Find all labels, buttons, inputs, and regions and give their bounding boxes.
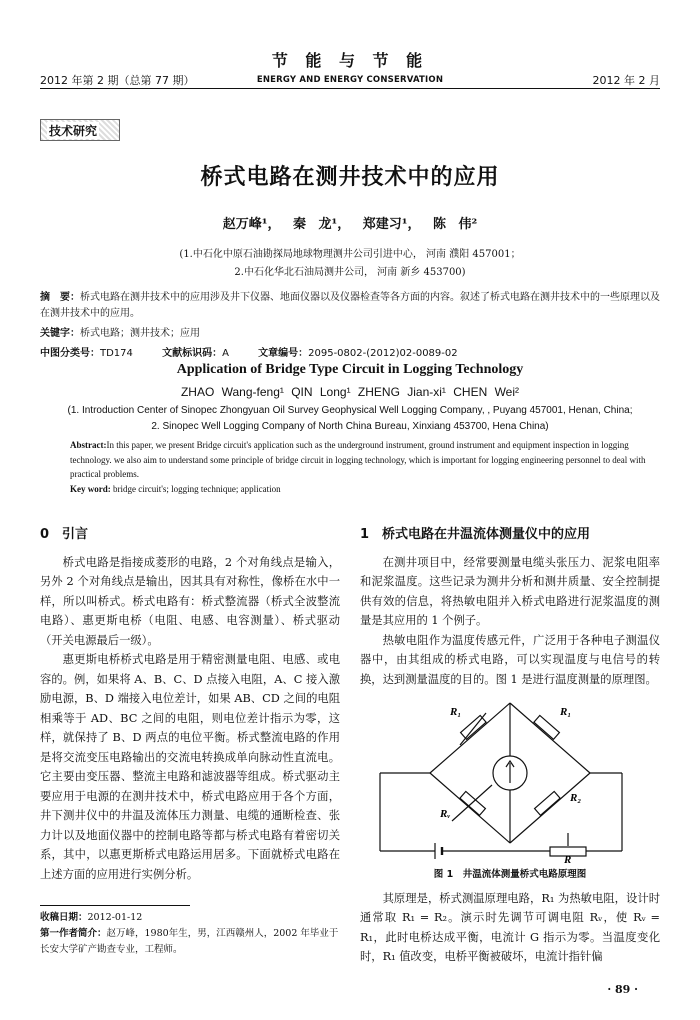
journal-masthead [230, 48, 470, 85]
affiliation-cn-2: 2.中石化华北石油局测井公司， 河南 新乡 453700) [234, 267, 466, 278]
footnote [40, 910, 340, 958]
journal-name-en: ENERGY AND ENERGY CONSERVATION [256, 75, 444, 85]
section-1-para-1: 在测井项目中，经常要测量电缆头张压力、泥浆电阻率和泥浆温度。这些记录为测井分析和测井质量、安全控制提供有效的信息，将热敏电阻并入桥式电路进行泥浆温度的测量是其应用的 1 个例子。 [360, 555, 660, 627]
abstract-cn-text: 桥式电路在测井技术中的应用涉及井下仪器、地面仪器以及仪器检查等各方面的内容。叙述了桥式电路在测井技术中的一些原理以及在测井技术中的应用。 [40, 292, 660, 319]
article-number: 文章编号：2095-0802-(2012)02-0089-02 [258, 348, 458, 359]
section-1-para-3: 其原理是，桥式测温原理电路，R₁ 为热敏电阻，设计时通常取 R₁ = R₂。演示时先调节可调电阻 Rᵥ，使 Rᵥ = R₁，此时电桥达成平衡，电流计 G 指示为零。当温度变化时，R₁ 值改变，电桥平衡被破坏，电流计指针偏 [360, 891, 660, 963]
section-0-para-1: 桥式电路是指接成菱形的电路，2 个对角线点是输入，另外 2 个对角线点是输出，因其具有对称性，像桥在水中一样，所以叫桥式。桥式电路有：桥式整流器（桥式全波整流电路）、惠更斯电桥（电阻、电感、电容测量）、桥式驱动（开关电源最后一级）。 [40, 555, 340, 647]
bridge-circuit-diagram [360, 693, 660, 863]
column-label [40, 119, 120, 141]
section-0-para-2: 惠更斯电桥桥式电路是用于精密测量电阻、电感、或电容的。例，如果将 A、B、C、D 点接入电阻，A、C 接入激励电源，B、D 端接入电位差计，如果 AB、CD 之间的电阻相乘等于 AD、BC 之间的电阻，则电位差计指示为零，这样，就保持了 B、D 两点的电位平衡。桥式整流电路的作用是将交流变压电路输出的交流电转换成单向脉动性直流电。它主要由变压器、整流主电路和滤波器等组成。桥式驱动主要应用于电源的在测井技术中，桥式电路应用于各个方面，井下测井仪中的井温及流体压力测量、电缆的通断检查、张力计以及地面仪器中的控制电路等都与桥式电路有着密切关系，其中，以惠更斯桥式电路运用居多。下面就桥式电路在上述方面的应用进行实例分析。 [40, 653, 340, 881]
figure-1 [360, 693, 660, 863]
doc-code: 文献标识码：A [162, 348, 229, 359]
keywords-en-label: Key word: [70, 483, 111, 494]
label-rv: Rᵥ [440, 808, 451, 820]
label-r1-right: R₁ [560, 706, 572, 718]
label-r: R [564, 854, 572, 863]
journal-name-cn: 节 能 与 节 能 [271, 51, 429, 70]
abstract-en [70, 438, 660, 496]
issue-date: 2012 年 2 月 [592, 74, 660, 87]
authors-en: ZHAO Wang-feng¹ QIN Long¹ ZHENG Jian-xi¹ CHEN Wei² [180, 385, 520, 399]
keywords-cn-label: 关键字： [40, 328, 80, 339]
variable-arrow [452, 785, 492, 821]
label-r2: R₂ [570, 792, 582, 804]
abstract-en-label: Abstract: [70, 440, 107, 450]
affiliation-en-2: 2. Sinopec Well Logging Company of North China Bureau, Xinxiang 453700, Hena China) [151, 421, 549, 432]
footnote-rule [40, 905, 190, 906]
left-column [40, 525, 340, 884]
abstract-cn [40, 290, 660, 322]
author-bio: 第一作者简介：赵万峰，1980年生，男，江西赣州人，2002 年毕业于长安大学矿产勘查专业，工程师。 [40, 928, 339, 955]
clc-number: 中图分类号：TD174 [40, 348, 133, 359]
header-rule [40, 88, 660, 89]
issue-info: 2012 年第 2 期（总第 77 期） [40, 74, 195, 87]
classification-row [40, 344, 484, 359]
right-column [360, 525, 660, 967]
column-label-text: 技术研究 [49, 123, 98, 138]
keywords-en-text: bridge circuit's; logging technique; application [113, 483, 281, 494]
abstract-en-text: In this paper, we present Bridge circuit's application such as the underground instrument, ground instrument and equipment inspection in logging technology. we also aim to understand some principle of bridge circuit in logging technology, which is important for logging engineering personnel to deal with practical problems. [70, 440, 646, 479]
authors-cn: 赵万峰¹， 秦 龙¹， 郑建习¹， 陈 伟² [222, 217, 478, 232]
keywords-cn-text: 桥式电路；测井技术；应用 [80, 328, 200, 339]
page-title: 桥式电路在测井技术中的应用 [200, 165, 500, 190]
page-number: · 89 · [607, 983, 638, 996]
resistor-r2 [535, 791, 561, 815]
affiliation-cn-1: (1.中石化中原石油勘探局地球物理测井公司引进中心， 河南 濮阳 457001； [179, 249, 521, 260]
received-date: 收稿日期：2012-01-12 [40, 912, 143, 923]
affiliation-en-1: (1. Introduction Center of Sinopec Zhongyuan Oil Survey Geophysical Well Logging Company, , Puyang 457001, Henan, China; [67, 405, 633, 416]
keywords-cn [40, 326, 660, 342]
label-r1-left: R₁ [450, 706, 462, 718]
abstract-cn-label: 摘 要： [40, 292, 80, 303]
section-1-heading: 1 桥式电路在井温流体测量仪中的应用 [360, 527, 591, 542]
section-1-para-2: 热敏电阻作为温度传感元件，广泛用于各种电子测温仪器中，由其组成的桥式电路，可以实现温度与电信号的转换，达到测量温度的目的。图 1 是进行温度测量的原理图。 [360, 633, 660, 686]
section-0-heading: 0 引言 [40, 527, 89, 542]
title-en: Application of Bridge Type Circuit in Logging Technology [176, 362, 524, 377]
figure-1-caption: 图 1 井温流体测量桥式电路原理图 [433, 869, 587, 880]
